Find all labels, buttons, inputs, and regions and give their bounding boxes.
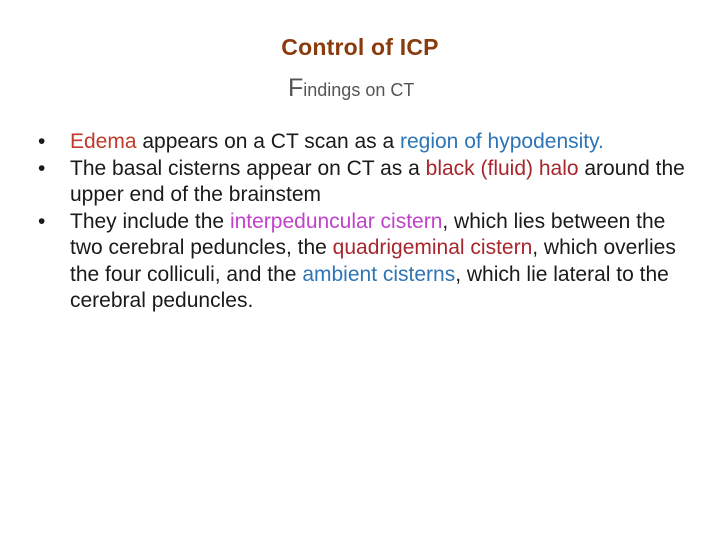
bullet-icon: • — [38, 209, 46, 233]
bullet-segment: region of hypodensity. — [399, 130, 604, 153]
bullet-icon: • — [38, 156, 46, 180]
bullet-icon: • — [38, 130, 46, 153]
bullet-item — [38, 129, 698, 156]
bullet-segment: quadrigeminal cistern — [332, 236, 533, 259]
bullet-item — [38, 209, 698, 315]
bullet-segment: The basal cisterns appear on CT as a — [70, 156, 426, 180]
bullet-segment: , which lies between the two cerebral peduncles, the — [70, 209, 666, 259]
subtitle-rest: indings on CT — [303, 80, 415, 100]
bullet-list — [38, 129, 698, 315]
slide-subtitle — [288, 74, 414, 103]
slide-title: Control of ICP — [281, 34, 439, 60]
bullet-segment: around the upper end of the brainstem — [70, 156, 685, 206]
bullet-item — [38, 156, 698, 209]
bullet-segment: They include the — [70, 209, 230, 233]
bullet-segment: interpeduncular cistern — [229, 209, 443, 233]
bullet-segment: , which lie lateral to the cerebral peduncles. — [70, 262, 669, 312]
bullet-segment: Edema — [70, 130, 137, 153]
bullet-segment: black (fluid) halo — [425, 156, 579, 180]
bullet-segment: ambient cisterns — [302, 262, 456, 286]
bullet-segment: appears on a CT scan as a — [136, 130, 400, 153]
subtitle-initial: F — [288, 74, 304, 102]
bullet-segment: , which overlies the four colliculi, and the — [70, 236, 676, 286]
